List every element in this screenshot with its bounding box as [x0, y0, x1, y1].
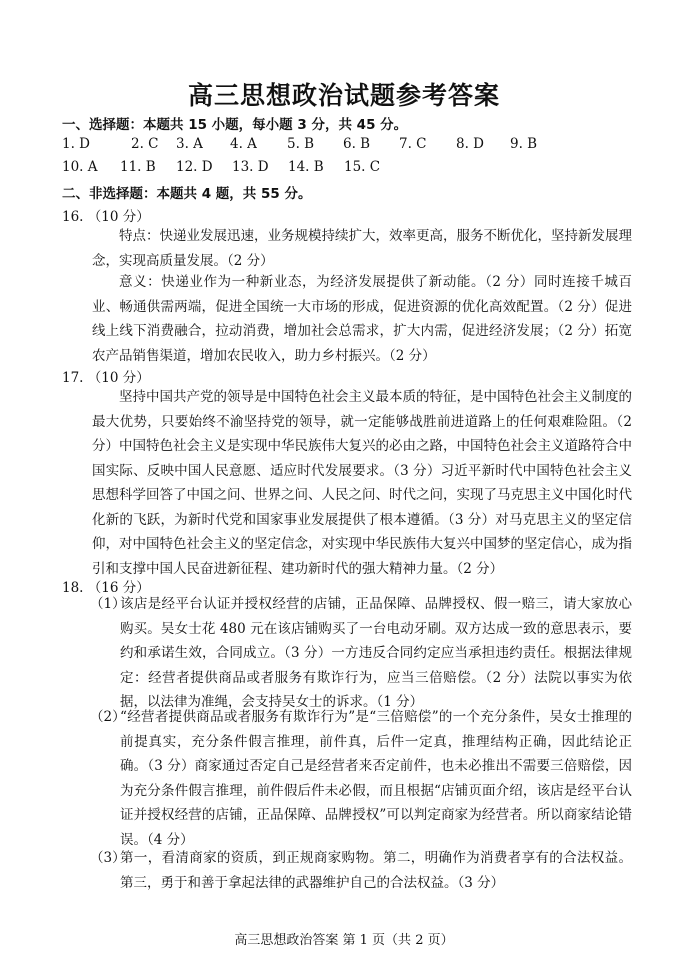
page-footer: 高三思想政治答案 第 1 页（共 2 页）	[234, 933, 454, 948]
answer-item: 6. B	[343, 136, 371, 152]
part-text: 该店是经平台认证并授权经营的店铺，正品保障、品牌授权、假一赔三，请大家放心购买。吴女士花 480 元在该店铺购买了一台电动牙刷。双方达成一致的意思表示，要约和承诺生效，合同成立。（3 分）一方违反合同约定应当承担违约责任。根据法律规定：经营者提供商品或者服务有欺诈行为，应当三倍赔偿。（2 分）法院以事实为依据，以法律为准绳，会支持吴女士的诉求。（1 分）	[120, 596, 632, 711]
answer-item: 9. B	[510, 136, 538, 152]
question-18-part-1	[90, 592, 632, 715]
question-16-significance: 意义：快递业作为一种新业态，为经济发展提供了新动能。（2 分）同时连接千城百业、畅通供需两端，促进全国统一大市场的形成，促进资源的优化高效配置。（2 分）促进线上线下消费融合，拉动消费，增加社会总需求，扩大内需，促进经济发展；（2 分）拓宽农产品销售渠道，增加农民收入，助力乡村振兴。（2 分）	[92, 274, 632, 364]
question-18-number: 18. （16 分）	[62, 580, 150, 596]
part-label: （1）	[90, 596, 126, 612]
section2-heading: 二、非选择题：本题共 4 题，共 55 分。	[62, 186, 312, 202]
answer-item: 8. D	[456, 136, 484, 152]
answer-item: 12. D	[176, 159, 213, 175]
answer-item: 14. B	[288, 159, 324, 175]
answer-item: 10. A	[62, 159, 98, 175]
part-label: （2）	[90, 709, 126, 725]
question-17-number: 17. （10 分）	[62, 370, 150, 386]
answer-item: 1. D	[62, 136, 90, 152]
part-label: （3）	[90, 850, 126, 866]
question-18-part-2	[90, 705, 632, 853]
answer-item: 7. C	[399, 136, 427, 152]
part-text: 第一，看清商家的资质，到正规商家购物。第二，明确作为消费者享有的合法权益。第三，勇于和善于拿起法律的武器维护自己的合法权益。（3 分）	[120, 850, 632, 891]
part-text: “经营者提供商品或者服务有欺诈行为”是“三倍赔偿”的一个充分条件，吴女士推理的前提真实，充分条件假言推理，前件真，后件一定真，推理结构正确，因此结论正确。（3 分）商家通过否定自己是经营者来否定前件，也未必推出不需要三倍赔偿，因为充分条件假言推理，前件假后件未必假，而且根据“店铺页面介绍，该店是经平台认证并授权经营的店铺，正品保障、品牌授权”可以判定商家为经营者。所以商家结论错误。（4 分）	[120, 709, 632, 848]
answer-item: 3. A	[176, 136, 203, 152]
page-title: 高三思想政治试题参考答案	[187, 81, 500, 110]
question-16-feature: 特点：快递业发展迅速，业务规模持续扩大，效率更高，服务不断优化，坚持新发展理念，实现高质量发展。（2 分）	[92, 228, 632, 269]
answer-item: 4. A	[230, 136, 257, 152]
question-17-answer: 坚持中国共产党的领导是中国特色社会主义最本质的特征，是中国特色社会主义制度的最大优势，只要始终不渝坚持党的领导，就一定能够战胜前进道路上的任何艰难险阻。（2 分）中国特色社会主义是实现中华民族伟大复兴的必由之路，中国特色社会主义道路符合中国实际、反映中国人民意愿、适应时代发展要求。（3 分）习近平新时代中国特色社会主义思想科学回答了中国之问、世界之问、人民之问、时代之问，实现了马克思主义中国化时代化新的飞跃，为新时代党和国家事业发展提供了根本遵循。（3 分）对马克思主义的坚定信仰，对中国特色社会主义的坚定信念，对实现中华民族伟大复兴中国梦的坚定信心，成为指引和支撑中国人民奋进新征程、建功新时代的强大精神力量。（2 分）	[92, 389, 632, 577]
answer-item: 11. B	[120, 159, 156, 175]
question-16-number: 16. （10 分）	[62, 209, 150, 225]
answer-item: 2. C	[131, 136, 159, 152]
section1-heading: 一、选择题：本题共 15 小题，每小题 3 分，共 45 分。	[62, 117, 408, 133]
answer-item: 13. D	[232, 159, 269, 175]
answer-item: 5. B	[287, 136, 315, 152]
answer-item: 15. C	[344, 159, 381, 175]
question-18-part-3	[90, 846, 632, 895]
